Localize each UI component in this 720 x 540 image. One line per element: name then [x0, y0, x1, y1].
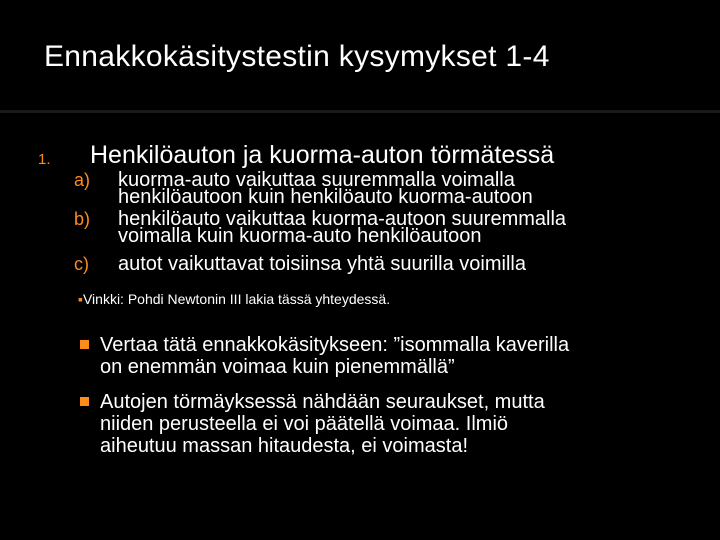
hint-text	[78, 291, 390, 307]
hint-bullet-icon: ▪	[78, 291, 83, 307]
bullet-line: Vertaa tätä ennakkokäsitykseen: ”isommalla kaverilla	[100, 334, 570, 356]
square-bullet-icon	[80, 340, 89, 349]
question-number: 1.	[38, 151, 51, 168]
option-text-line: henkilöautoon kuin henkilöauto kuorma-autoon	[118, 186, 533, 208]
option-letter: a)	[74, 170, 91, 190]
bullet-line: on enemmän voimaa kuin pienemmällä”	[100, 356, 455, 378]
slide-content	[0, 113, 720, 540]
slide-title: Ennakkokäsitystestin kysymykset 1-4	[44, 40, 550, 73]
option-letter: b)	[74, 209, 91, 229]
bullet-text	[100, 334, 680, 378]
title-band	[0, 0, 720, 113]
option-text-line: henkilöauto vaikuttaa kuorma-autoon suuremmalla	[118, 208, 567, 230]
bullet-line: aiheutuu massan hitaudesta, ei voimasta!	[100, 435, 468, 457]
option-text-line: autot vaikuttavat toisiinsa yhtä suurilla voimilla	[118, 253, 526, 275]
bullet-text	[100, 391, 680, 457]
question-text: Henkilöauton ja kuorma-auton törmätessä	[90, 141, 555, 169]
square-bullet-icon	[80, 397, 89, 406]
option-text-line: kuorma-auto vaikuttaa suuremmalla voimalla	[118, 169, 515, 191]
hint-label: Vinkki: Pohdi Newtonin III lakia tässä yhteydessä.	[82, 291, 391, 307]
bullet-line: Autojen törmäyksessä nähdään seuraukset, mutta	[100, 391, 545, 413]
option-letter: c)	[74, 254, 89, 274]
bullet-line: niiden perusteella ei voi päätellä voimaa. Ilmiö	[100, 413, 509, 435]
option-text-line: voimalla kuin kuorma-auto henkilöautoon	[118, 225, 482, 247]
